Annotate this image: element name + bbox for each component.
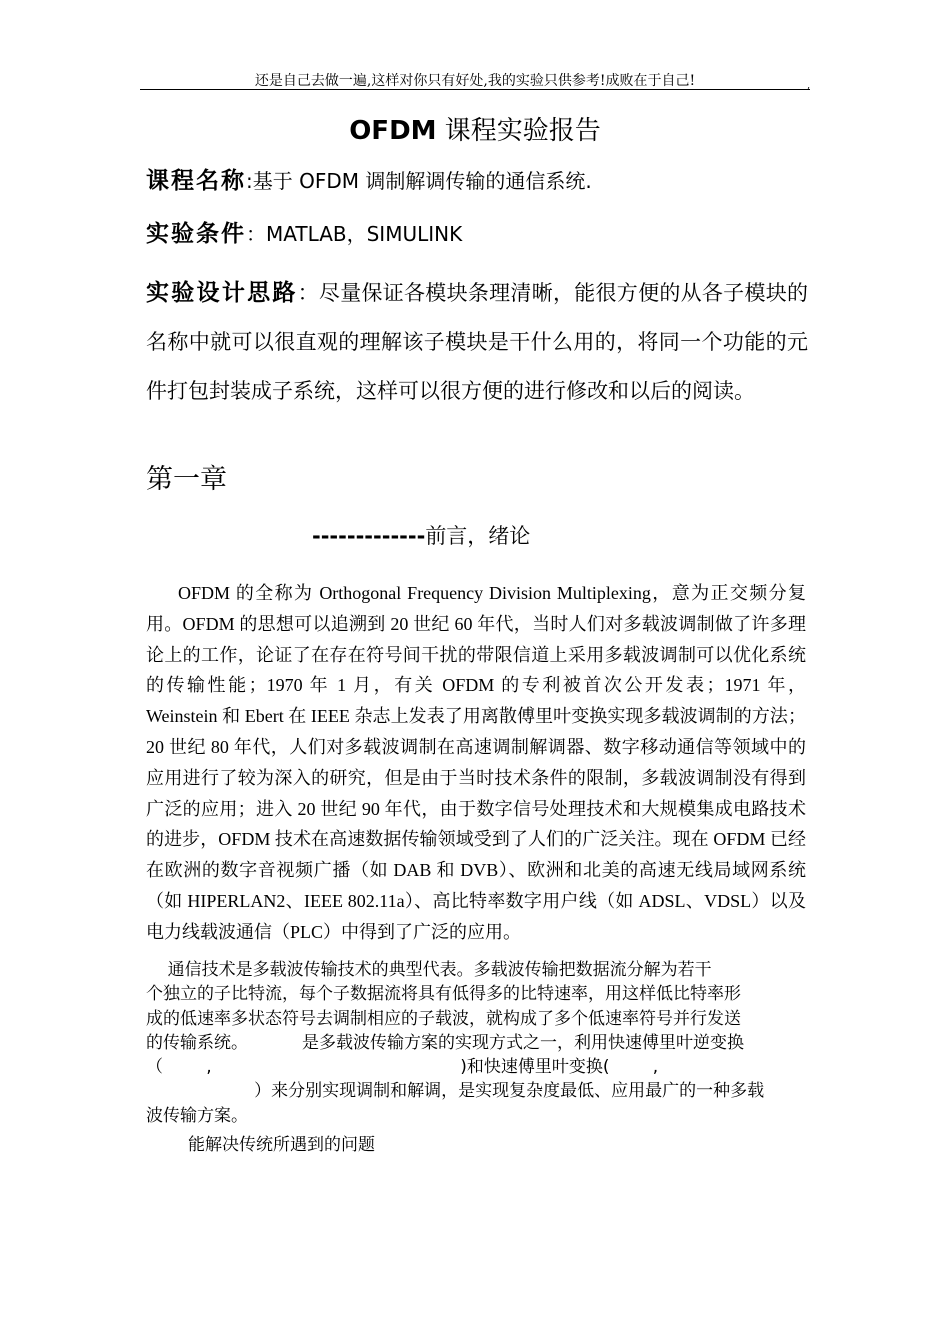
section-subtitle <box>312 520 530 552</box>
paragraph-line: 的传输系统。 是多载波传输方案的实现方式之一，利用快速傅里叶逆变换 <box>146 1032 745 1053</box>
design-text: ：尽量保证各模块条理清晰，能很方便的从各子模块的名称中就可以很直观的理解该子模块是干什么用的，将同一个功能的元件打包封装成子系统，这样可以很方便的进行修改和以后的阅读。 <box>146 281 808 403</box>
header-note: 还是自己去做一遍,这样对你只有好处,我的实验只供参考!成败在于自己! <box>254 73 696 89</box>
title-bold: OFDM <box>349 116 437 146</box>
paragraph-line: （ , )和快速傅里叶变换( , <box>146 1057 659 1078</box>
paragraph-line: 通信技术是多载波传输技术的典型代表。多载波传输把数据流分解为若干 <box>146 960 712 980</box>
conditions-label: 实验条件 <box>146 220 246 247</box>
paragraph-line: 个独立的子比特流，每个子数据流将具有低得多的比特速率，用这样低比特率形 <box>146 984 741 1005</box>
design-paragraph <box>146 268 808 416</box>
subtitle-text: 前言，绪论 <box>425 524 531 548</box>
report-title <box>140 113 810 149</box>
course-name-line <box>146 164 592 198</box>
intro-paragraph: OFDM 的全称为 Orthogonal Frequency Division Multiplexing，意为正交频分复用。OFDM 的思想可以追溯到 20 世纪 60 年代，当时人们对多载波调制做了许多理论上的工作，论证了在存在符号间干扰的带限信道上采用多载波调制可以优化系统的传输性能；1970 年 1 月，有关 OFDM 的专利被首次公开发表；1971 年，Weinstein 和 Ebert 在 IEEE 杂志上发表了用离散傅里叶变换实现多载波调制的方法；20 世纪 80 年代，人们对多载波调制在高速调制解调器、数字移动通信等领域中的应用进行了较为深入的研究，但是由于当时技术条件的限制，多载波调制没有得到广泛的应用；进入 20 世纪 90 年代，由于数字信号处理技术和大规模集成电路技术的进步，OFDM 技术在高速数据传输领域受到了人们的广泛关注。现在 OFDM 已经在欧洲的数字音视频广播（如 DAB 和 DVB）、欧洲和北美的高速无线局域网系统（如 HIPERLAN2、IEEE 802.11a）、高比特率数字用户线（如 ADSL、VDSL）以及电力线载波通信（PLC）中得到了广泛的应用。 <box>146 583 806 942</box>
chapter-heading: 第一章 <box>146 464 227 495</box>
course-name-value: :基于 OFDM 调制解调传输的通信系统. <box>246 169 592 193</box>
header-mark: , <box>807 80 811 91</box>
header-rule <box>140 89 810 90</box>
title-rest: 课程实验报告 <box>436 116 601 146</box>
paragraph-line: ）来分别实现调制和解调，是实现复杂度最低、应用最广的一种多载 <box>146 1081 765 1102</box>
design-label: 实验设计思路 <box>146 279 298 306</box>
multicarrier-paragraph <box>146 958 806 1128</box>
paragraph-line: 成的低速率多状态符号去调制相应的子载波，就构成了多个低速率符号并行发送 <box>146 1008 741 1029</box>
conditions-value: ：MATLAB，SIMULINK <box>246 222 463 246</box>
paragraph-line: 波传输方案。 <box>146 1105 248 1126</box>
course-name-label: 课程名称 <box>146 167 246 194</box>
problem-paragraph: 能解决传统所遇到的问题 <box>188 1135 375 1155</box>
conditions-line <box>146 217 462 251</box>
subtitle-dashes: ------------- <box>312 524 426 548</box>
